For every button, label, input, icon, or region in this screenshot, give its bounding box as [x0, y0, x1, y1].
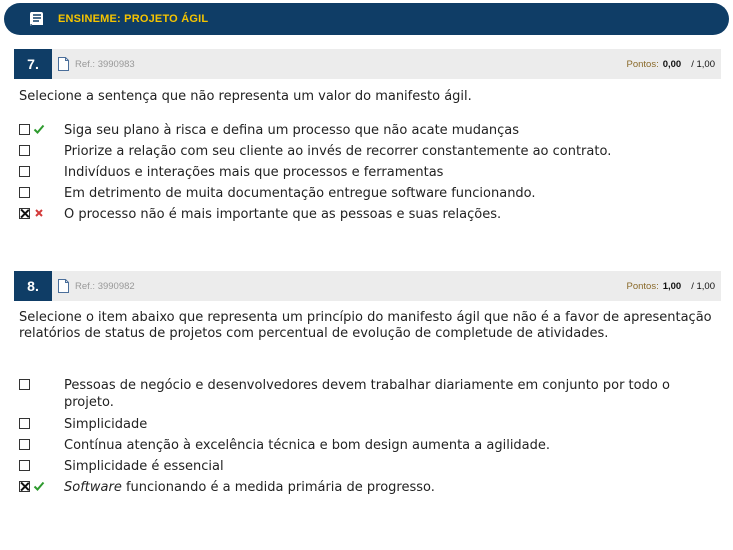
option-checkbox[interactable]: [19, 460, 30, 471]
document-icon: [58, 279, 69, 293]
wrong-x-icon: [33, 207, 45, 219]
option-text: Simplicidade é essencial: [64, 459, 224, 474]
option-item: [19, 122, 719, 139]
question-number: 7.: [14, 49, 52, 79]
option-checkbox[interactable]: [19, 124, 30, 135]
question-points: [627, 281, 716, 292]
course-title: ENSINEME: PROJETO ÁGIL: [58, 13, 209, 25]
option-checkbox-checked[interactable]: [19, 208, 30, 219]
question-prompt: Selecione o item abaixo que representa um princípio do manifesto ágil que não é a favor de apresentação relatórios de status de projetos com percentual de evolução de completude de atividades.: [19, 310, 712, 341]
option-item: [19, 143, 719, 160]
question-number: 8.: [14, 271, 52, 301]
option-text: Siga seu plano à risca e defina um processo que não acate mudanças: [64, 123, 520, 138]
option-item: [19, 206, 719, 223]
option-checkbox-checked[interactable]: [19, 481, 30, 492]
option-checkbox[interactable]: [19, 379, 30, 390]
option-text: Priorize a relação com seu cliente ao invés de recorrer constantemente ao contrato.: [64, 144, 612, 159]
question-header-8: [14, 271, 721, 301]
points-score: 1,00: [662, 280, 682, 292]
book-icon: [26, 8, 48, 30]
document-icon: [58, 57, 69, 71]
question-ref: Ref.: 3990982: [75, 280, 135, 292]
option-item: [19, 377, 719, 411]
option-text: Pessoas de negócio e desenvolvedores devem trabalhar diariamente em conjunto por todo o projeto.: [64, 378, 670, 410]
check-icon: [33, 123, 45, 135]
option-text: O processo não é mais importante que as pessoas e suas relações.: [64, 207, 502, 222]
option-text: Contínua atenção à excelência técnica e bom design aumenta a agilidade.: [64, 438, 551, 453]
question-points: [627, 59, 716, 70]
points-max: / 1,00: [691, 280, 715, 292]
option-item: [19, 185, 719, 202]
course-banner: [4, 3, 729, 35]
check-icon: [33, 480, 45, 492]
points-label: Pontos:: [626, 58, 659, 70]
option-text: Em detrimento de muita documentação entregue software funcionando.: [64, 186, 536, 201]
option-item: [19, 416, 719, 433]
option-text: Simplicidade: [64, 417, 148, 432]
points-score: 0,00: [662, 58, 682, 70]
option-text-emphasis: Software: [64, 480, 122, 495]
option-item: [19, 458, 719, 475]
option-checkbox[interactable]: [19, 418, 30, 429]
points-label: Pontos:: [626, 280, 659, 292]
option-checkbox[interactable]: [19, 439, 30, 450]
option-text: Indivíduos e interações mais que processos e ferramentas: [64, 165, 444, 180]
option-item: [19, 479, 719, 496]
option-item: [19, 164, 719, 181]
points-max: / 1,00: [691, 58, 715, 70]
option-checkbox[interactable]: [19, 187, 30, 198]
option-text: [64, 479, 719, 496]
question-header-7: [14, 49, 721, 79]
option-item: [19, 437, 719, 454]
question-prompt: Selecione a sentença que não representa um valor do manifesto ágil.: [19, 89, 472, 104]
option-checkbox[interactable]: [19, 166, 30, 177]
question-ref: Ref.: 3990983: [75, 58, 135, 70]
option-text-rest: funcionando é a medida primária de progresso.: [121, 480, 435, 495]
option-checkbox[interactable]: [19, 145, 30, 156]
